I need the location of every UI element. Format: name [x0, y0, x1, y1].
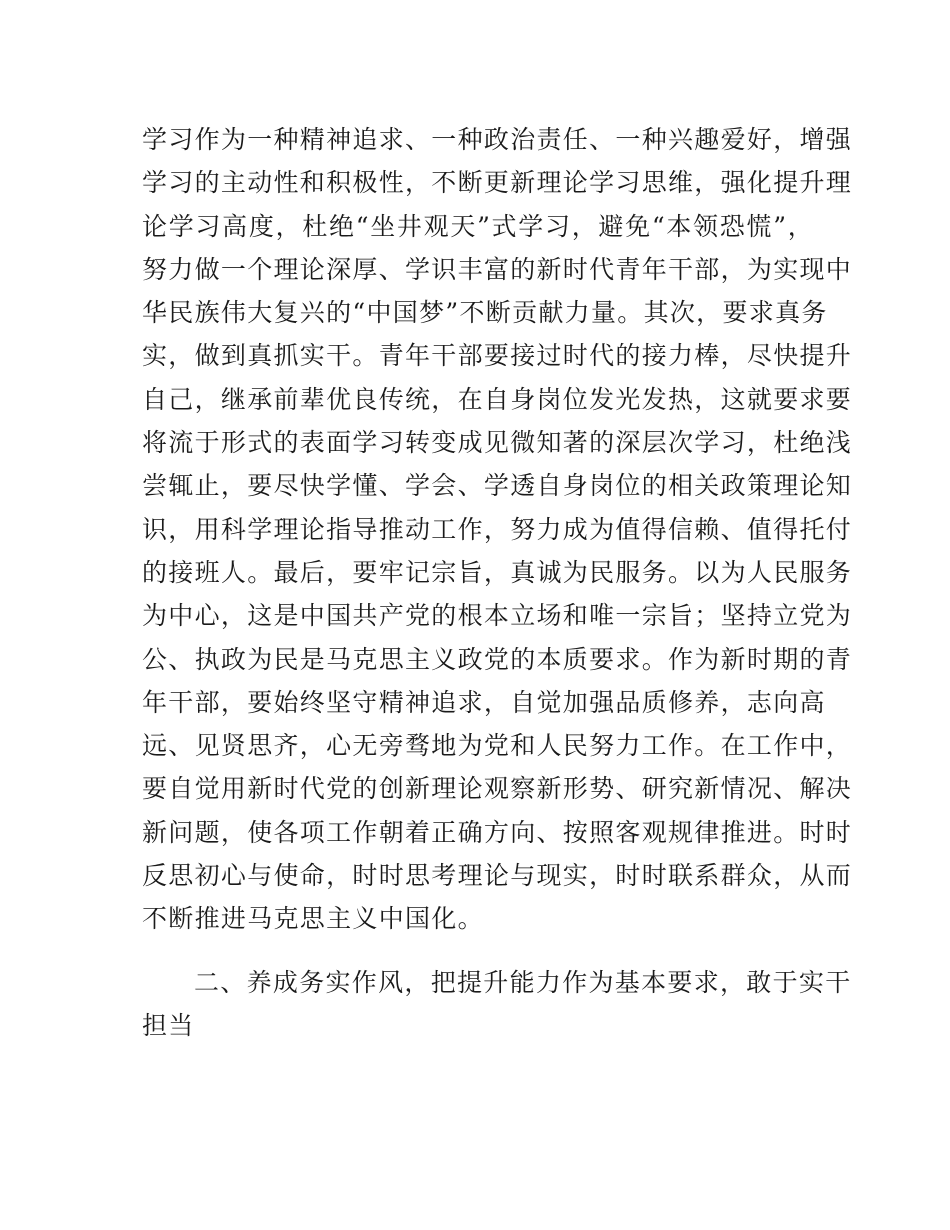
heading-line-last: 担当: [142, 1010, 195, 1040]
text-line: 华民族伟大复兴的“中国梦”不断贡献力量。其次，要求真务: [142, 298, 828, 328]
text-line-last: 不断推进马克思主义中国化。: [142, 904, 484, 934]
text-line: 反思初心与使命，时时思考理论与现实，时时联系群众，从而: [142, 861, 853, 891]
text-line: 努力做一个理论深厚、学识丰富的新时代青年干部，为实现中: [142, 254, 853, 284]
paragraph: [142, 118, 853, 941]
heading-line: 二、养成务实作风，把提升能力作为基本要求，敢于实干: [194, 967, 852, 997]
text-line: 尝辄止，要尽快学懂、学会、学透自身岗位的相关政策理论知: [142, 471, 853, 501]
text-line: 自己，继承前辈优良传统，在自身岗位发光发热，这就要求要: [142, 384, 853, 414]
text-line: 将流于形式的表面学习转变成见微知著的深层次学习，杜绝浅: [142, 428, 853, 458]
text-line: 学习作为一种精神追求、一种政治责任、一种兴趣爱好，增强: [142, 125, 853, 154]
section-heading: [142, 961, 852, 1048]
text-line: 的接班人。最后，要牢记宗旨，真诚为民服务。以为人民服务: [142, 557, 853, 587]
paragraph-gap: [142, 941, 814, 961]
text-line: 年干部，要始终坚守精神追求，自觉加强品质修养，志向高: [142, 687, 826, 717]
text-line: 实，做到真抓实干。青年干部要接过时代的接力棒，尽快提升: [142, 341, 853, 371]
text-line: 要自觉用新时代党的创新理论观察新形势、研究新情况、解决: [142, 774, 853, 804]
text-line: 新问题，使各项工作朝着正确方向、按照客观规律推进。时时: [142, 817, 853, 847]
text-line: 远、见贤思齐，心无旁骛地为党和人民努力工作。在工作中，: [142, 731, 853, 761]
text-line: 论学习高度，杜绝“坐井观天”式学习，避免“本领恐慌”，: [142, 211, 814, 241]
text-line: 学习的主动性和积极性，不断更新理论学习思维，强化提升理: [142, 168, 853, 198]
text-line: 公、执政为民是马克思主义政党的本质要求。作为新时期的青: [142, 644, 853, 674]
body-text: [142, 118, 853, 1047]
text-line: 识，用科学理论指导推动工作，努力成为值得信赖、值得托付: [142, 514, 853, 544]
text-line: 为中心，这是中国共产党的根本立场和唯一宗旨；坚持立党为: [142, 601, 853, 631]
